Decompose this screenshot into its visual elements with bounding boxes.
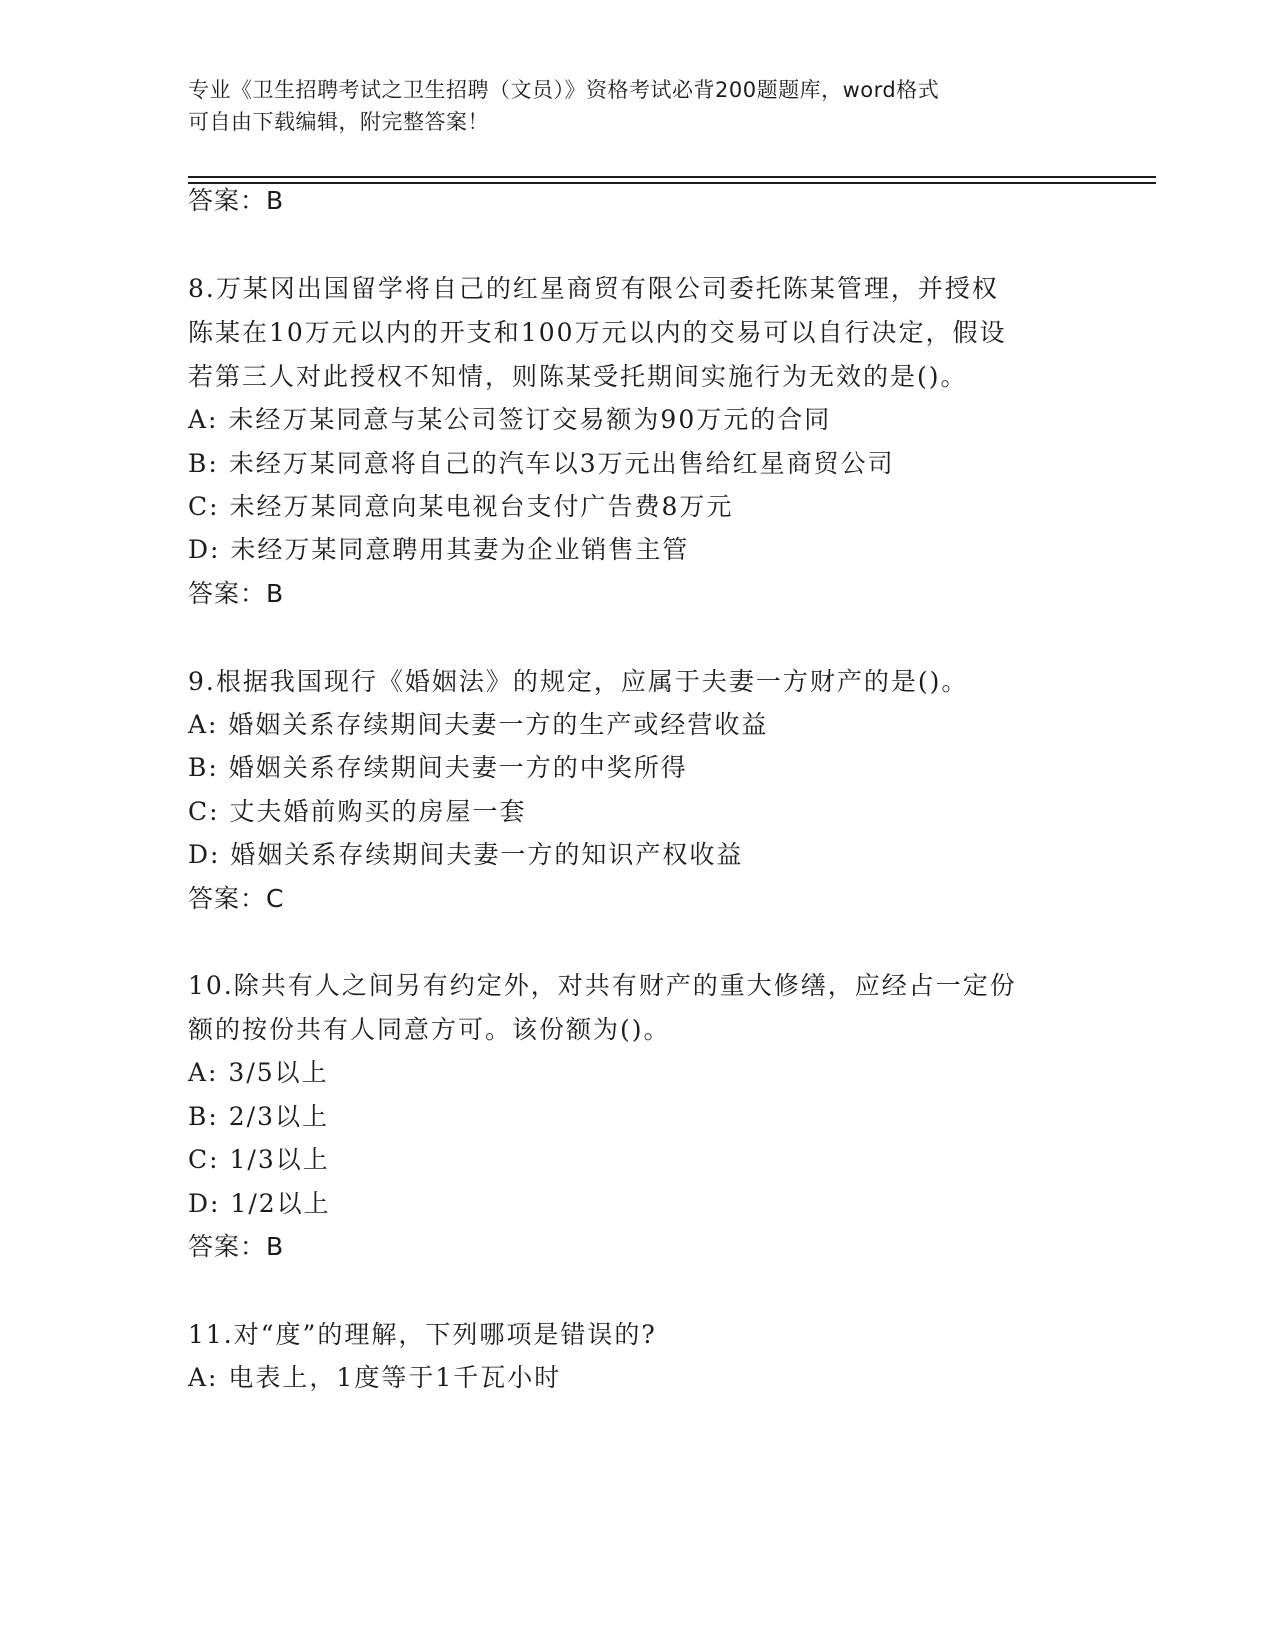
- question-stem-line: 8.万某冈出国留学将自己的红星商贸有限公司委托陈某管理，并授权: [188, 274, 999, 303]
- question-stem-line: 陈某在10万元以内的开支和100万元以内的交易可以自行决定，假设: [188, 318, 1007, 347]
- header-divider-bottom: [188, 182, 1156, 184]
- option-c: C: 1/3以上: [188, 1145, 330, 1174]
- answer: 答案：B: [188, 1232, 285, 1261]
- option-d: D: 婚姻关系存续期间夫妻一方的知识产权收益: [188, 840, 744, 869]
- header-line: 专业《卫生招聘考试之卫生招聘（文员）》资格考试必背200题题库，word格式: [188, 78, 940, 102]
- option-b: B: 婚姻关系存续期间夫妻一方的中奖所得: [188, 753, 688, 782]
- answer-previous: 答案：B: [188, 186, 285, 215]
- answer: 答案：B: [188, 579, 285, 608]
- option-c: C: 未经万某同意向某电视台支付广告费8万元: [188, 492, 734, 521]
- option-d: D: 未经万某同意聘用其妻为企业销售主管: [188, 535, 690, 564]
- option-a: A: 电表上，1度等于1千瓦小时: [188, 1363, 562, 1392]
- question-stem-line: 9.根据我国现行《婚姻法》的规定，应属于夫妻一方财产的是()。: [188, 667, 969, 696]
- question-stem-line: 额的按份共有人同意方可。该份额为()。: [188, 1015, 671, 1044]
- option-d: D: 1/2以上: [188, 1189, 331, 1218]
- option-b: B: 2/3以上: [188, 1102, 329, 1131]
- option-a: A: 未经万某同意与某公司签订交易额为90万元的合同: [188, 405, 832, 434]
- question-stem-line: 若第三人对此授权不知情，则陈某受托期间实施行为无效的是()。: [188, 362, 968, 391]
- option-a: A: 婚姻关系存续期间夫妻一方的生产或经营收益: [188, 710, 769, 739]
- question-stem-line: 10.除共有人之间另有约定外，对共有财产的重大修缮，应经占一定份: [188, 971, 1017, 1000]
- question-stem-line: 11.对“度”的理解，下列哪项是错误的?: [188, 1320, 657, 1349]
- option-a: A: 3/5以上: [188, 1058, 329, 1087]
- document-header: [188, 74, 1078, 138]
- answer: 答案：C: [188, 884, 285, 913]
- header-divider-top: [188, 176, 1156, 178]
- header-line: 可自由下载编辑，附完整答案！: [188, 110, 489, 134]
- option-b: B: 未经万某同意将自己的汽车以3万元出售给红星商贸公司: [188, 449, 895, 478]
- option-c: C: 丈夫婚前购买的房屋一套: [188, 797, 527, 826]
